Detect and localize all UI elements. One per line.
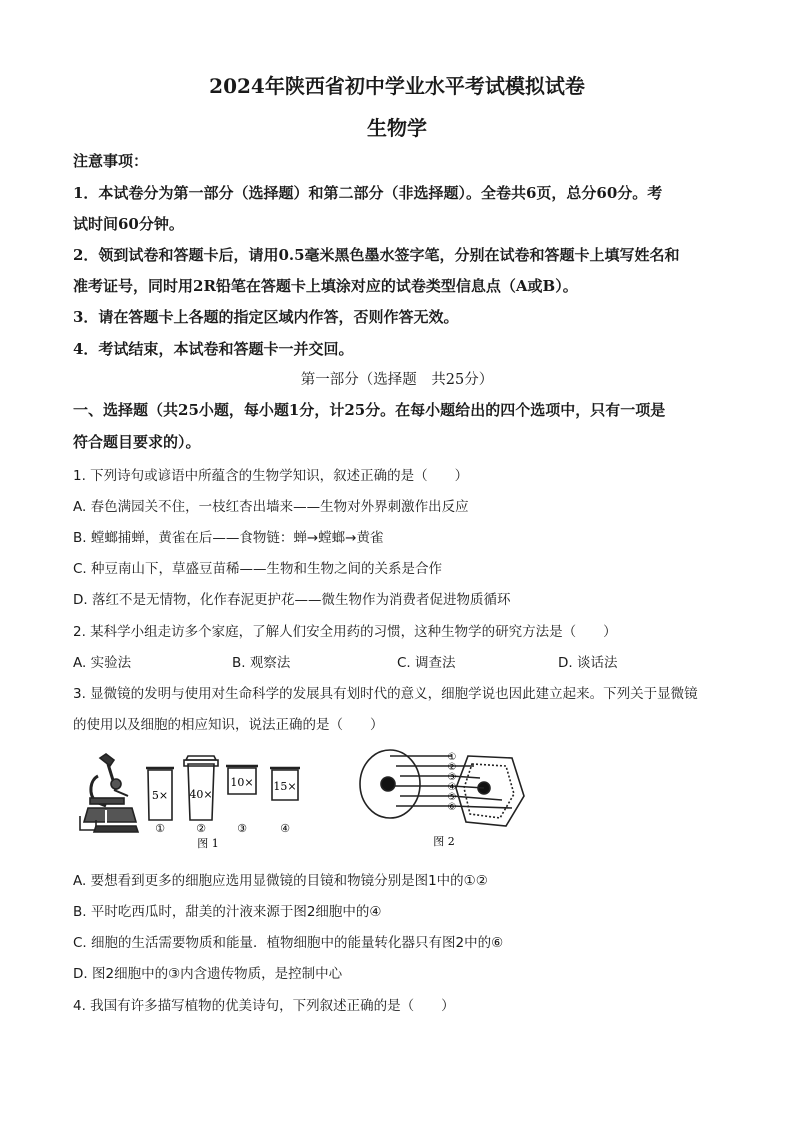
q3-stem-line-1: 3. 显微镜的发明与使用对生命科学的发展具有划时代的意义，细胞学说也因此建立起来。下列关于显微镜 — [73, 686, 698, 702]
notice-line-2: 试时间60分钟。 — [73, 215, 184, 233]
notice-line-5: 3．请在答题卡上各题的指定区域内作答，否则作答无效。 — [73, 308, 459, 326]
q3-option-c: C. 细胞的生活需要物质和能量．植物细胞中的能量转化器只有图2中的⑥ — [73, 935, 504, 951]
exam-title: 2024年陕西省初中学业水平考试模拟试卷 — [209, 74, 585, 98]
microscope-icon — [80, 754, 138, 832]
notice-heading: 注意事项： — [73, 152, 149, 170]
q3-option-b: B. 平时吃西瓜时，甜美的汁液来源于图2细胞中的④ — [73, 904, 382, 920]
notice-line-6: 4．考试结束，本试卷和答题卡一并交回。 — [73, 340, 354, 358]
lens-1-number: ① — [155, 822, 165, 835]
lens-2-number: ② — [196, 822, 206, 835]
subject-title: 生物学 — [367, 116, 427, 140]
fig2-label-2: ② — [447, 762, 457, 773]
q1-stem: 1. 下列诗句或谚语中所蕴含的生物学知识，叙述正确的是（ ） — [73, 468, 469, 484]
q1-option-c: C. 种豆南山下，草盛豆苗稀——生物和生物之间的关系是合作 — [73, 561, 443, 577]
figure-2-cells — [356, 748, 540, 852]
notice-line-3: 2．领到试卷和答题卡后，请用0.5毫米黑色墨水签字笔，分别在试卷和答题卡上填写姓名和 — [73, 246, 680, 264]
lens-2-label: 40× — [189, 788, 213, 801]
q1-option-d: D. 落红不是无情物，化作春泥更护花——微生物作为消费者促进物质循环 — [73, 592, 511, 608]
fig2-label-5: ⑤ — [447, 792, 457, 803]
fig2-label-1: ① — [447, 752, 457, 763]
q1-option-b: B. 螳螂捕蝉，黄雀在后——食物链：蝉→螳螂→黄雀 — [73, 530, 384, 546]
q3-option-a: A. 要想看到更多的细胞应选用显微镜的目镜和物镜分别是图1中的①② — [73, 873, 488, 889]
lens-1-label: 5× — [151, 789, 169, 802]
q4-stem: 4. 我国有许多描写植物的优美诗句，下列叙述正确的是（ ） — [73, 998, 455, 1014]
lens-3-label: 10× — [230, 776, 254, 789]
lens-4-number: ④ — [280, 822, 290, 835]
q2-option-b: B. 观察法 — [232, 655, 291, 671]
notice-line-1: 1．本试卷分为第一部分（选择题）和第二部分（非选择题）。全卷共6页，总分60分。考 — [73, 184, 663, 202]
fig2-label-4: ④ — [447, 782, 457, 793]
q3-option-d: D. 图2细胞中的③内含遗传物质，是控制中心 — [73, 966, 343, 982]
q3-stem-line-2: 的使用以及细胞的相应知识，说法正确的是（ ） — [73, 717, 384, 733]
q2-option-c: C. 调查法 — [397, 655, 456, 671]
part1-instruction-2: 符合题目要求的）。 — [73, 433, 201, 451]
figure-1-caption: 图 1 — [197, 837, 219, 850]
notice-line-4: 准考证号，同时用2R铅笔在答题卡上填涂对应的试卷类型信息点（A或B）。 — [73, 277, 578, 295]
part1-heading: 第一部分（选择题 共25分） — [300, 372, 494, 388]
figure-2-caption: 图 2 — [433, 835, 455, 848]
figure-1-microscope-lenses — [76, 750, 308, 852]
part1-instruction-1: 一、选择题（共25小题，每小题1分，计25分。在每小题给出的四个选项中，只有一项是 — [73, 401, 666, 419]
fig2-label-6: ⑥ — [447, 802, 457, 813]
q2-option-a: A. 实验法 — [73, 655, 132, 671]
q2-option-d: D. 谈话法 — [558, 655, 618, 671]
lens-4-label: 15× — [273, 780, 297, 793]
q1-option-a: A. 春色满园关不住，一枝红杏出墙来——生物对外界刺激作出反应 — [73, 499, 469, 515]
fig2-label-3: ③ — [447, 772, 457, 783]
lens-3-number: ③ — [237, 822, 247, 835]
q2-stem: 2. 某科学小组走访多个家庭，了解人们安全用药的习惯，这种生物学的研究方法是（ ） — [73, 624, 617, 640]
